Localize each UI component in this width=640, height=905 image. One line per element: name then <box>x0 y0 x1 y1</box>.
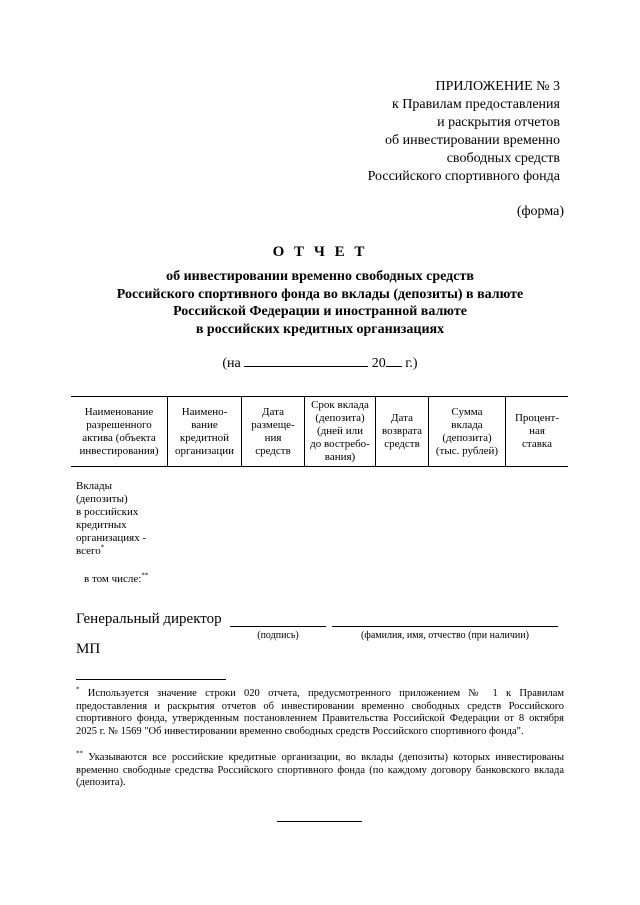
header-text: вания) <box>324 451 356 463</box>
header-text: средств <box>255 444 291 457</box>
row-including-text: в том числе: <box>84 573 142 585</box>
header-text: (тыс. рублей) <box>435 444 499 457</box>
header-deposit-amount <box>429 397 506 467</box>
header-text: (депозита) <box>442 431 492 444</box>
table-header-row <box>71 397 568 467</box>
footnote-mark: ** <box>141 571 149 580</box>
header-text: Процент- <box>514 412 560 424</box>
document-subtitle <box>60 268 580 338</box>
header-interest-rate <box>506 397 569 467</box>
footnote-text: Используется значение строки 020 отчета, предусмотренного приложением № 1 к Правилам предоставления и раскрытия отчетов об инвестировании временно свободных средств Российского спортивного фонда, утвержденным постановлением Правительства Российской Федерации от 8 октября 2025 г. № 1569 "Об инвестировании временно свободных средств Российского спортивного фонда". <box>76 688 565 737</box>
footnote-mark: ** <box>76 749 83 758</box>
header-asset-name <box>71 397 168 467</box>
footnote-separator <box>76 679 226 680</box>
row-including <box>84 573 148 585</box>
row-line <box>76 545 166 558</box>
signature-label: Генеральный директор <box>76 611 222 627</box>
stamp-place: МП <box>76 641 101 657</box>
header-text: разрешенного <box>86 418 152 431</box>
row-line: Вклады <box>76 480 113 492</box>
header-deposit-term <box>305 397 376 467</box>
row-line: в российских <box>76 506 139 518</box>
header-text: вклада <box>451 418 483 431</box>
header-text: Дата <box>391 412 413 424</box>
name-caption: (фамилия, имя, отчество (при наличии) <box>361 630 529 641</box>
row-line: кредитных <box>76 519 127 531</box>
header-text: Дата <box>262 405 284 418</box>
header-text: Сумма <box>451 405 483 418</box>
appendix-line: свободных средств <box>446 151 560 166</box>
row-line-text: всего <box>76 545 101 557</box>
header-placement-date <box>242 397 305 467</box>
appendix-line: ПРИЛОЖЕНИЕ № 3 <box>435 79 560 94</box>
header-text: Наименование <box>84 405 154 418</box>
header-text: актива (объекта <box>82 431 156 444</box>
date-prefix: (на <box>222 356 241 371</box>
footnote-mark: * <box>76 685 80 694</box>
header-text: возврата <box>381 425 423 437</box>
header-text: Наимено- <box>181 405 228 418</box>
name-line <box>332 626 558 627</box>
subtitle-line: об инвестировании временно свободных средств <box>166 269 474 284</box>
subtitle-line: в российских кредитных организациях <box>195 321 445 337</box>
header-text: размеще- <box>251 418 295 431</box>
appendix-line: к Правилам предоставления <box>391 97 560 112</box>
header-text: (депозита) <box>315 412 365 424</box>
header-text: ставка <box>522 438 552 450</box>
signature-caption: (подпись) <box>257 630 299 641</box>
header-text: организации <box>174 444 235 457</box>
date-suffix: г.) <box>405 356 418 371</box>
appendix-line: Российского спортивного фонда <box>367 169 560 184</box>
header-text: инвестирования) <box>79 444 159 457</box>
header-text: до востребо- <box>310 438 370 450</box>
footnote-text: Указываются все российские кредитные организации, во вклады (депозиты) которых инвестированы временно свободные средства Российского спортивного фонда (по каждому договору банковского вклада (депозита). <box>76 752 565 788</box>
document-title: О Т Ч Е Т <box>272 244 368 260</box>
header-return-date <box>376 397 429 467</box>
report-table <box>71 396 568 467</box>
header-credit-org <box>168 397 242 467</box>
footnote-1 <box>76 685 565 738</box>
header-text: ния <box>264 431 282 444</box>
page-end-line <box>277 821 362 822</box>
date-blank <box>244 353 368 367</box>
row-deposits-total <box>76 480 166 558</box>
subtitle-line: Российского спортивного фонда во вклады (депозиты) в валюте <box>116 286 524 302</box>
date-year: 20 <box>371 356 386 371</box>
header-text: Срок вклада <box>311 399 369 411</box>
header-text: вание <box>191 418 218 431</box>
row-line: организациях - <box>76 532 147 544</box>
year-blank <box>386 353 402 367</box>
header-text: кредитной <box>179 431 230 444</box>
header-text: ная <box>529 425 545 437</box>
subtitle-line: Российской Федерации и иностранной валюте <box>173 304 467 319</box>
footnote-2 <box>76 749 565 790</box>
row-line: (депозиты) <box>76 493 128 505</box>
form-label: (форма) <box>516 204 564 219</box>
header-text: (дней или <box>317 425 363 437</box>
appendix-line: и раскрытия отчетов <box>437 115 560 130</box>
signature-line <box>230 626 326 627</box>
appendix-line: об инвестировании временно <box>384 133 560 148</box>
header-text: средств <box>384 438 420 450</box>
appendix-header <box>330 78 560 186</box>
footnote-mark: * <box>100 543 105 552</box>
report-date-line <box>0 353 640 372</box>
